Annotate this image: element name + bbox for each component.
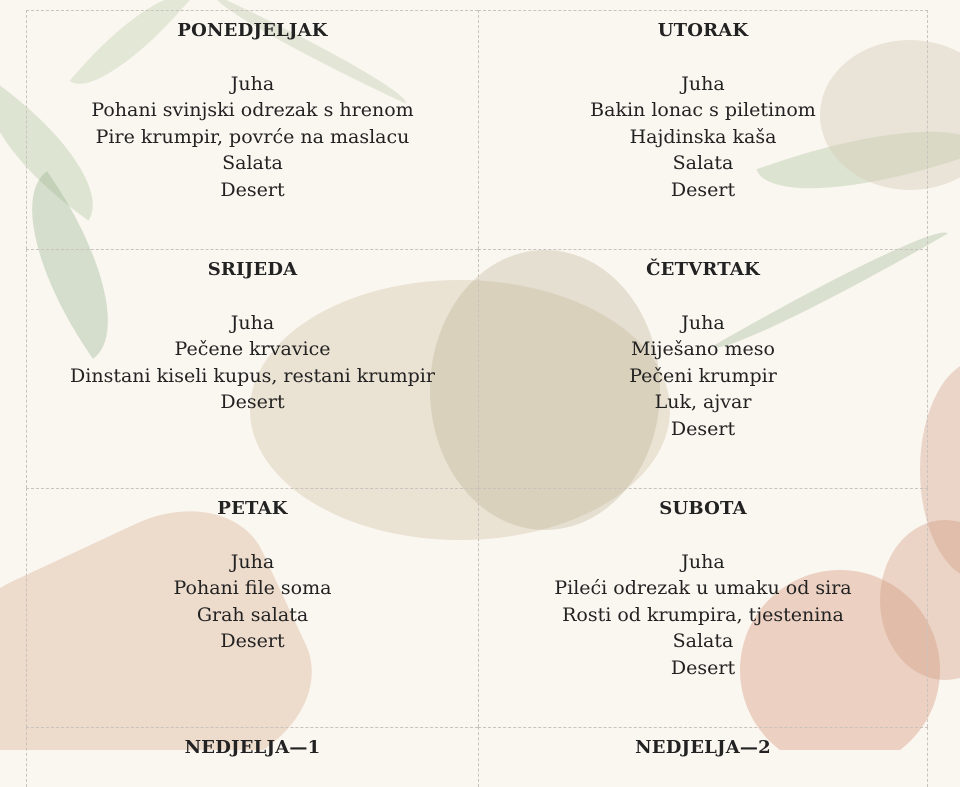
menu-item: Desert [670, 178, 736, 201]
menu-item: Pečene krvavice [174, 338, 331, 360]
menu-item: Salata [672, 152, 734, 174]
day-title: SRIJEDA [207, 259, 298, 280]
menu-item: Hajdinska kaša [629, 125, 777, 148]
day-title: UTORAK [657, 20, 749, 41]
menu-item: Desert [670, 417, 736, 440]
menu-day-friday [26, 488, 478, 727]
menu-item: Desert [220, 178, 285, 201]
day-title: SUBOTA [659, 498, 747, 519]
menu-day-tuesday [478, 10, 928, 249]
menu-day-thursday [478, 249, 928, 488]
day-title: NEDJELJA—2 [635, 737, 771, 758]
day-title: NEDJELJA—1 [184, 737, 321, 758]
menu-item: Bakin lonac s piletinom [590, 99, 816, 121]
day-title: PONEDJELJAK [177, 20, 328, 41]
menu-day-saturday [478, 488, 928, 727]
menu-item: Juha [230, 550, 275, 573]
menu-day-sunday-1 [26, 727, 478, 787]
menu-item: Salata [222, 152, 283, 174]
menu-item: Pečeni krumpir [629, 364, 777, 387]
menu-item: Salata [672, 630, 734, 652]
menu-item: Juha [681, 550, 725, 573]
day-title: ČETVRTAK [646, 259, 760, 280]
menu-item: Pire krumpir, povrće na maslacu [95, 125, 410, 148]
menu-item: Luk, ajvar [654, 391, 752, 413]
menu-day-monday [26, 10, 478, 249]
menu-item: Pileći odrezak u umaku od sira [554, 577, 852, 599]
menu-item: Grah salata [196, 603, 309, 626]
menu-item: Desert [220, 630, 285, 652]
menu-day-wednesday [26, 249, 478, 488]
menu-item: Miješano meso [631, 338, 775, 360]
menu-item: Rosti od krumpira, tjestenina [562, 603, 844, 626]
weekly-menu-grid [26, 10, 928, 770]
menu-item: Pohani file soma [173, 577, 332, 599]
menu-item: Dinstani kiseli kupus, restani krumpir [70, 364, 435, 387]
day-title: PETAK [217, 498, 288, 519]
menu-item: Desert [220, 391, 285, 413]
menu-item: Juha [230, 311, 275, 334]
menu-item: Juha [230, 72, 275, 95]
menu-item: Juha [681, 72, 725, 95]
menu-day-sunday-2 [478, 727, 928, 787]
menu-item: Desert [670, 656, 736, 679]
menu-item: Pohani svinjski odrezak s hrenom [91, 99, 414, 121]
menu-item: Juha [681, 311, 725, 334]
